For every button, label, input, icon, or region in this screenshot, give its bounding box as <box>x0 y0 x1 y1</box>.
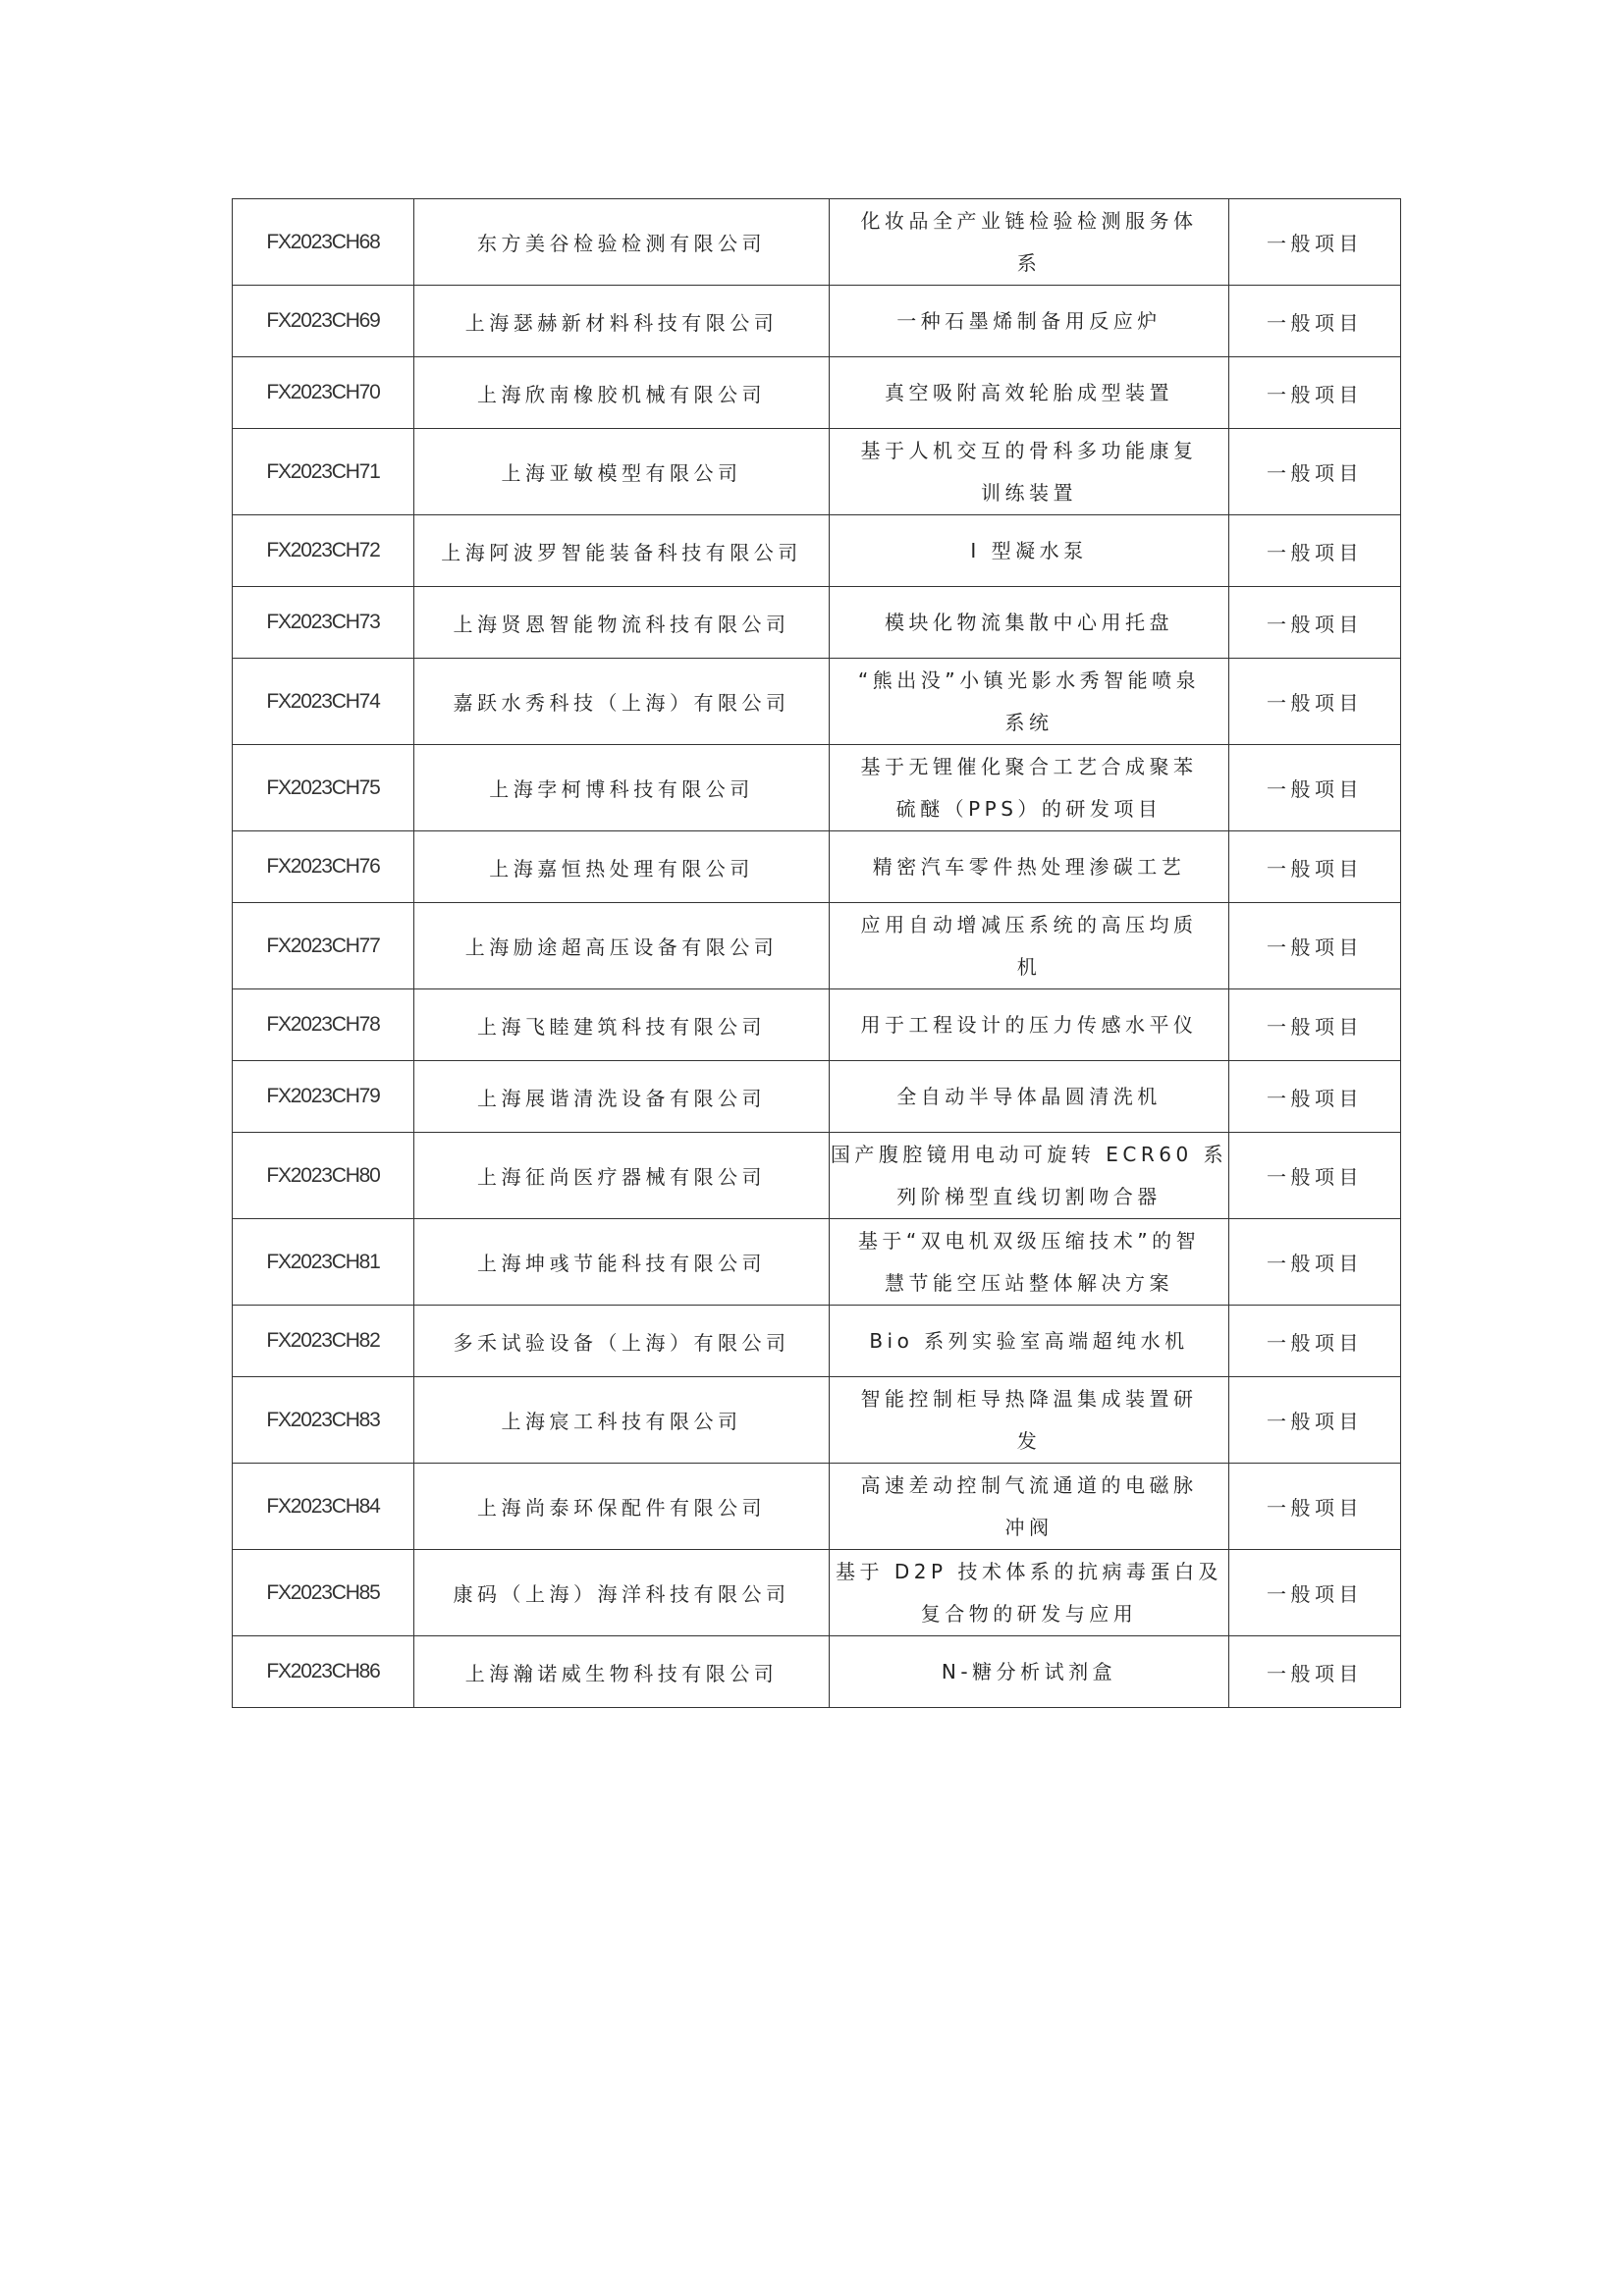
table-row <box>233 587 1401 659</box>
project-id-cell: FX2023CH76 <box>233 831 414 903</box>
project-name-cell <box>830 1219 1229 1306</box>
project-name-line: 全自动半导体晶圆清洗机 <box>896 1084 1162 1108</box>
project-name-cell <box>830 1550 1229 1636</box>
project-name-line: 基于“双电机双级压缩技术”的智 <box>857 1228 1201 1253</box>
project-name-line: 硫醚（PPS）的研发项目 <box>895 796 1163 821</box>
project-name-line: 高速差动控制气流通道的电磁脉 <box>860 1472 1198 1497</box>
category-cell: 一般项目 <box>1229 1133 1401 1219</box>
company-cell: 上海亚敏模型有限公司 <box>414 429 830 515</box>
project-name-line: 机 <box>1016 954 1042 979</box>
project-name-line: 一种石墨烯制备用反应炉 <box>896 308 1162 333</box>
table-row <box>233 1306 1401 1377</box>
company-cell: 上海励途超高压设备有限公司 <box>414 903 830 989</box>
company-cell: 上海欣南橡胶机械有限公司 <box>414 357 830 429</box>
category-cell: 一般项目 <box>1229 1377 1401 1464</box>
project-name-cell <box>830 659 1229 745</box>
project-name-cell <box>830 1464 1229 1550</box>
project-id-cell: FX2023CH78 <box>233 989 414 1061</box>
project-id-cell: FX2023CH71 <box>233 429 414 515</box>
project-id-cell: FX2023CH82 <box>233 1306 414 1377</box>
company-cell: 上海尚泰环保配件有限公司 <box>414 1464 830 1550</box>
category-cell: 一般项目 <box>1229 587 1401 659</box>
category-cell: 一般项目 <box>1229 1464 1401 1550</box>
category-cell: 一般项目 <box>1229 1550 1401 1636</box>
project-name-line: 系统 <box>1004 710 1054 734</box>
category-cell: 一般项目 <box>1229 286 1401 357</box>
project-name-cell <box>830 903 1229 989</box>
project-name-line: 训练装置 <box>981 480 1077 505</box>
project-name-line: I 型凝水泵 <box>970 538 1088 562</box>
project-id-cell: FX2023CH86 <box>233 1636 414 1708</box>
project-name-line: 系 <box>1016 250 1042 275</box>
project-name-cell <box>830 199 1229 286</box>
project-name-cell <box>830 1377 1229 1464</box>
project-id-cell: FX2023CH80 <box>233 1133 414 1219</box>
category-cell: 一般项目 <box>1229 745 1401 831</box>
company-cell: 上海飞睦建筑科技有限公司 <box>414 989 830 1061</box>
project-table <box>232 198 1401 1708</box>
project-name-cell <box>830 357 1229 429</box>
table-row <box>233 659 1401 745</box>
project-name-cell <box>830 989 1229 1061</box>
company-cell: 多禾试验设备（上海）有限公司 <box>414 1306 830 1377</box>
table-row <box>233 1550 1401 1636</box>
project-id-cell: FX2023CH69 <box>233 286 414 357</box>
project-name-line: 真空吸附高效轮胎成型装置 <box>885 380 1173 404</box>
table-row <box>233 1219 1401 1306</box>
table-row <box>233 831 1401 903</box>
category-cell: 一般项目 <box>1229 989 1401 1061</box>
table-row <box>233 429 1401 515</box>
project-name-line: 发 <box>1016 1428 1042 1453</box>
company-cell: 上海坤彧节能科技有限公司 <box>414 1219 830 1306</box>
table-row <box>233 1377 1401 1464</box>
category-cell: 一般项目 <box>1229 831 1401 903</box>
project-id-cell: FX2023CH81 <box>233 1219 414 1306</box>
project-id-cell: FX2023CH73 <box>233 587 414 659</box>
project-name-line: 用于工程设计的压力传感水平仪 <box>860 1012 1198 1037</box>
project-name-cell <box>830 587 1229 659</box>
project-name-cell <box>830 515 1229 587</box>
project-name-cell <box>830 429 1229 515</box>
table-row <box>233 989 1401 1061</box>
project-name-cell <box>830 1306 1229 1377</box>
project-name-line: “熊出没”小镇光影水秀智能喷泉 <box>857 667 1201 692</box>
company-cell: 上海孛柯博科技有限公司 <box>414 745 830 831</box>
project-name-line: N-糖分析试剂盒 <box>941 1659 1117 1683</box>
project-id-cell: FX2023CH74 <box>233 659 414 745</box>
table-row <box>233 515 1401 587</box>
company-cell: 上海嘉恒热处理有限公司 <box>414 831 830 903</box>
project-id-cell: FX2023CH70 <box>233 357 414 429</box>
project-name-line: 基于人机交互的骨科多功能康复 <box>860 438 1198 462</box>
company-cell: 上海阿波罗智能装备科技有限公司 <box>414 515 830 587</box>
category-cell: 一般项目 <box>1229 515 1401 587</box>
project-name-line: 模块化物流集散中心用托盘 <box>885 610 1173 634</box>
project-name-line: 精密汽车零件热处理渗碳工艺 <box>872 854 1186 879</box>
category-cell: 一般项目 <box>1229 903 1401 989</box>
project-name-line: 慧节能空压站整体解决方案 <box>885 1270 1173 1295</box>
category-cell: 一般项目 <box>1229 1636 1401 1708</box>
project-name-cell <box>830 1133 1229 1219</box>
project-name-line: 列阶梯型直线切割吻合器 <box>896 1184 1162 1208</box>
category-cell: 一般项目 <box>1229 199 1401 286</box>
company-cell: 上海征尚医疗器械有限公司 <box>414 1133 830 1219</box>
company-cell: 上海宸工科技有限公司 <box>414 1377 830 1464</box>
company-cell: 东方美谷检验检测有限公司 <box>414 199 830 286</box>
table-row <box>233 1133 1401 1219</box>
project-name-line: 冲阀 <box>1004 1515 1054 1539</box>
table-row <box>233 286 1401 357</box>
project-name-line: 智能控制柜导热降温集成装置研 <box>860 1386 1198 1411</box>
project-id-cell: FX2023CH77 <box>233 903 414 989</box>
project-name-cell <box>830 831 1229 903</box>
company-cell: 上海展谐清洗设备有限公司 <box>414 1061 830 1133</box>
category-cell: 一般项目 <box>1229 429 1401 515</box>
project-name-line: 化妆品全产业链检验检测服务体 <box>860 208 1198 233</box>
table-row <box>233 745 1401 831</box>
project-name-cell <box>830 745 1229 831</box>
project-name-line: 应用自动增减压系统的高压均质 <box>860 912 1198 936</box>
category-cell: 一般项目 <box>1229 659 1401 745</box>
project-name-line: 国产腹腔镜用电动可旋转 ECR60 系 <box>830 1142 1228 1166</box>
project-name-line: Bio 系列实验室高端超纯水机 <box>869 1328 1189 1353</box>
project-id-cell: FX2023CH83 <box>233 1377 414 1464</box>
company-cell: 康码（上海）海洋科技有限公司 <box>414 1550 830 1636</box>
table-row <box>233 1464 1401 1550</box>
project-name-line: 基于无锂催化聚合工艺合成聚苯 <box>860 754 1198 778</box>
project-id-cell: FX2023CH72 <box>233 515 414 587</box>
company-cell: 嘉跃水秀科技（上海）有限公司 <box>414 659 830 745</box>
project-name-cell <box>830 1636 1229 1708</box>
category-cell: 一般项目 <box>1229 1306 1401 1377</box>
table-row <box>233 1061 1401 1133</box>
project-name-cell <box>830 1061 1229 1133</box>
table-row <box>233 357 1401 429</box>
project-name-line: 基于 D2P 技术体系的抗病毒蛋白及 <box>836 1559 1222 1583</box>
project-id-cell: FX2023CH75 <box>233 745 414 831</box>
category-cell: 一般项目 <box>1229 1219 1401 1306</box>
table-row <box>233 1636 1401 1708</box>
company-cell: 上海瑟赫新材料科技有限公司 <box>414 286 830 357</box>
company-cell: 上海瀚诺威生物科技有限公司 <box>414 1636 830 1708</box>
project-id-cell: FX2023CH79 <box>233 1061 414 1133</box>
category-cell: 一般项目 <box>1229 357 1401 429</box>
project-name-cell <box>830 286 1229 357</box>
project-id-cell: FX2023CH85 <box>233 1550 414 1636</box>
table-row <box>233 199 1401 286</box>
company-cell: 上海贤恩智能物流科技有限公司 <box>414 587 830 659</box>
table-row <box>233 903 1401 989</box>
project-id-cell: FX2023CH68 <box>233 199 414 286</box>
project-id-cell: FX2023CH84 <box>233 1464 414 1550</box>
category-cell: 一般项目 <box>1229 1061 1401 1133</box>
project-name-line: 复合物的研发与应用 <box>920 1601 1138 1626</box>
